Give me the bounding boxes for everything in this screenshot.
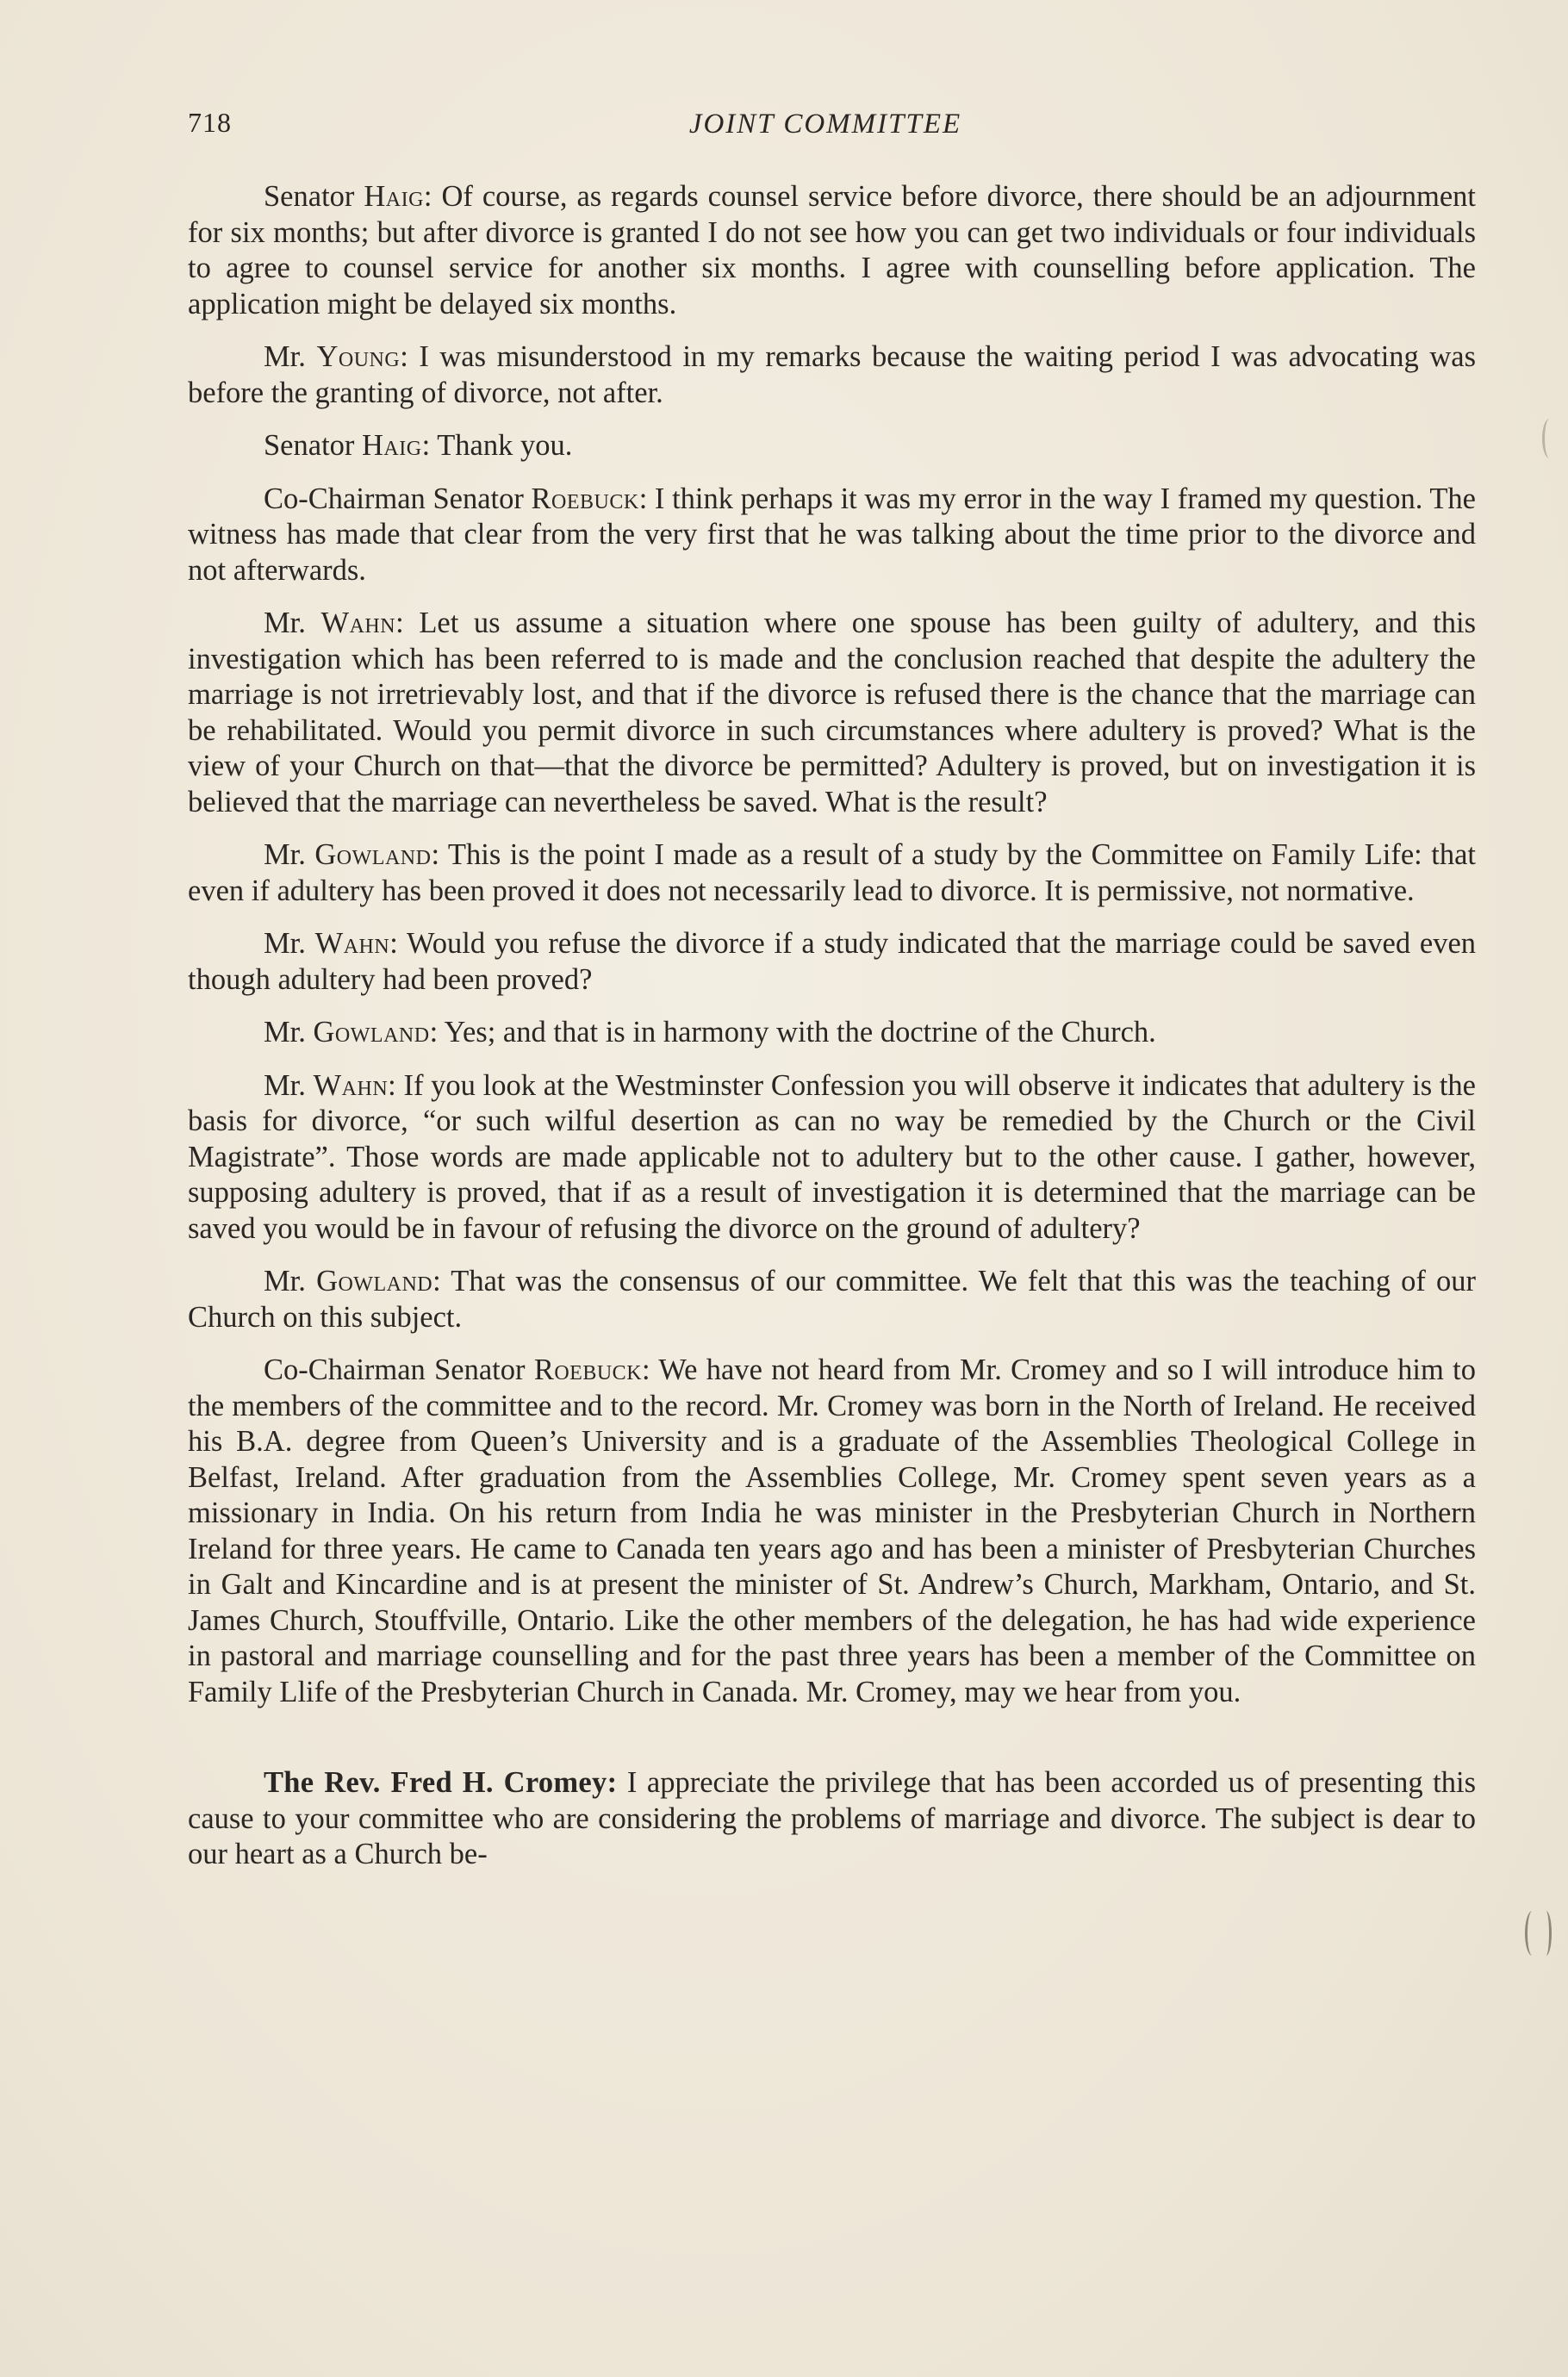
- paragraph-text: Let us assume a situation where one spouse has been guilty of adultery, and this investigation which has been referred to is made and the conclusion reached that despite the adultery the marriage is not irretrievably lost, and that if the divorce is refused there is the chance that the marriage can be rehabilitated. Would you permit divorce in such circumstances where adultery is proved? What is the view of your Church on that—that the divorce be permitted? Adultery is proved, but on investigation it is believed that the marriage can nevertheless be saved. What is the result?: [188, 607, 1477, 818]
- paragraph-wahn-refuse: [188, 926, 1476, 998]
- speaker-colon: :: [638, 482, 648, 515]
- speaker-title: Mr.: [264, 838, 315, 871]
- speaker-name: Gowland: [314, 838, 432, 871]
- margin-paren-right-mark: [1540, 1911, 1552, 1956]
- paragraph-text: I appreciate the privilege that has been accorded us of presenting this cause to your committee who are considering the problems of marriage and divorce. The subject is dear to our heart as a Church be-: [188, 1766, 1476, 1870]
- paragraph-cromey-statement: [188, 1765, 1476, 1873]
- paragraph-text: Yes; and that is in harmony with the doctrine of the Church.: [438, 1016, 1156, 1048]
- paragraph-gowland-consensus: [188, 1264, 1476, 1335]
- paragraph-young-waiting: [188, 339, 1476, 411]
- paragraph-text: Would you refuse the divorce if a study indicated that the marriage could be saved even though adultery had been proved?: [188, 927, 1477, 996]
- paragraph-text: Thank you.: [430, 429, 573, 462]
- speaker-colon: :: [388, 1068, 396, 1102]
- page-number: 718: [188, 107, 232, 138]
- speaker-colon: :: [431, 838, 440, 871]
- transcript-body: [188, 179, 1476, 1890]
- paragraph-gowland-study: [188, 837, 1476, 909]
- speaker-title: Senator: [264, 429, 363, 462]
- speaker-title: Mr.: [264, 1068, 314, 1102]
- speaker-colon: :: [429, 1016, 439, 1048]
- speaker-colon: :: [421, 429, 431, 462]
- running-title: JOINT COMMITTEE: [688, 109, 962, 140]
- speaker-title: Mr.: [264, 607, 321, 639]
- speaker-colon: :: [423, 180, 432, 213]
- paragraph-gowland-yes: [188, 1015, 1476, 1051]
- speaker-title: Co-Chairman Senator: [264, 482, 532, 515]
- speaker-colon: :: [389, 927, 398, 960]
- speaker-name: Wahn: [313, 1068, 389, 1102]
- paragraph-roebuck-introduction: [188, 1353, 1476, 1710]
- speaker-name: Wahn: [320, 607, 396, 639]
- speaker-name: Gowland: [316, 1265, 433, 1297]
- speaker-colon: :: [395, 607, 404, 639]
- speaker-title: Mr.: [264, 927, 315, 960]
- speaker-name: Haig: [364, 180, 424, 213]
- speaker-title: Senator: [264, 180, 364, 213]
- paragraph-wahn-westminster: [188, 1068, 1476, 1248]
- page-header: [188, 107, 1463, 150]
- paragraph-haig-counsel: [188, 179, 1476, 322]
- speaker-colon: :: [642, 1353, 650, 1386]
- paragraph-text: This is the point I made as a result of a study by the Committee on Family Life: that even if adultery has been proved it does not necessarily lead to divorce. It is permissive, not normative.: [188, 838, 1477, 907]
- speaker-title: Mr.: [264, 1016, 314, 1048]
- section-gap: [188, 1727, 1476, 1765]
- speaker-name-bold: The Rev. Fred H. Cromey:: [264, 1766, 618, 1799]
- speaker-name: Haig: [362, 429, 422, 462]
- margin-bracket-mark: [1542, 419, 1557, 458]
- margin-paren-left-mark: [1525, 1911, 1540, 1956]
- speaker-colon: :: [432, 1265, 441, 1297]
- paragraph-text: That was the consensus of our committee. We felt that this was the teaching of our Church on this subject.: [188, 1265, 1477, 1334]
- speaker-name: Roebuck: [531, 482, 639, 515]
- paragraph-text: We have not heard from Mr. Cromey and so I will introduce him to the members of the committee and to the record. Mr. Cromey was born in the North of Ireland. He received his B.A. degree from Queen’s University and is a graduate of the Assemblies Theological College in Belfast, Ireland. After graduation from the Assemblies College, Mr. Cromey spent seven years as a missionary in India. On his return from India he was minister in the Presbyterian Church in Northern Ireland for three years. He came to Canada ten years ago and has been a minister of Presbyterian Churches in Galt and Kincardine and is at present the minister of St. Andrew’s Church, Markham, Ontario, and St. James Church, Stouffville, Ontario. Like the other members of the delegation, he has had wide experience in pastoral and marriage counselling and for the past three years has been a member of the Committee on Family Llife of the Presbyterian Church in Canada. Mr. Cromey, may we hear from you.: [188, 1353, 1476, 1708]
- speaker-name: Wahn: [314, 927, 390, 960]
- paragraph-text: I was misunderstood in my remarks because the waiting period I was advocating was before the granting of divorce, not after.: [188, 340, 1477, 409]
- paragraph-text: Of course, as regards counsel service before divorce, there should be an adjournment for six months; but after divorce is granted I do not see how you can get two individuals or four individuals to agree to counsel service for another six months. I agree with counselling before application. The application might be delayed six months.: [188, 180, 1476, 320]
- speaker-title: Mr.: [264, 1265, 317, 1297]
- speaker-name: Young: [316, 340, 401, 373]
- paragraph-text: I think perhaps it was my error in the way I framed my question. The witness has made that clear from the very first that he was talking about the time prior to the divorce and not afterwards.: [188, 482, 1476, 587]
- paragraph-haig-thanks: [188, 428, 1476, 464]
- speaker-name: Gowland: [313, 1016, 430, 1048]
- speaker-colon: :: [400, 340, 408, 373]
- paragraph-text: If you look at the Westminster Confession you will observe it indicates that adultery is the basis for divorce, “or such wilful desertion as can no way be remedied by the Church or the Civil Magistrate”. Those words are made applicable not to adultery but to the other cause. I gather, however, supposing adultery is proved, that if as a result of investigation it is determined that the marriage can be saved you would be in favour of refusing the divorce on the ground of adultery?: [188, 1068, 1476, 1245]
- speaker-name: Roebuck: [533, 1353, 643, 1386]
- paragraph-roebuck-error: [188, 482, 1476, 589]
- speaker-title: Co-Chairman Senator: [264, 1353, 534, 1386]
- speaker-title: Mr.: [264, 340, 317, 373]
- paragraph-wahn-adultery: [188, 606, 1476, 820]
